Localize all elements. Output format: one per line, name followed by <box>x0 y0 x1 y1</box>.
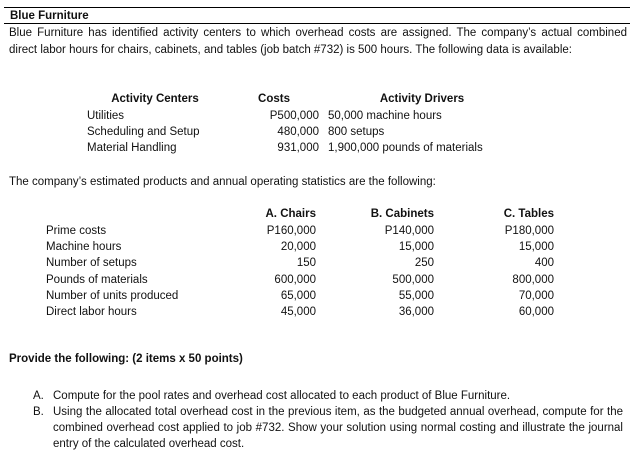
task-item-text: Compute for the pool rates and overhead cost allocated to each product of Blue Furniture. <box>53 390 511 402</box>
activity-center-cell: Scheduling and Setup <box>87 126 200 138</box>
product-row-label: Direct labor hours <box>46 306 137 318</box>
product-row-label: Pounds of materials <box>46 274 148 286</box>
activity-cost-cell: 931,000 <box>277 142 319 154</box>
cabinets-cell: 250 <box>414 257 434 269</box>
tables-cell: 800,000 <box>512 274 554 286</box>
activity-center-cell: Material Handling <box>87 142 177 154</box>
chairs-cell: P160,000 <box>266 225 316 237</box>
header-bar <box>4 7 630 24</box>
task-item-marker: B. <box>33 406 44 418</box>
cabinets-cell: P140,000 <box>384 225 434 237</box>
cabinets-header: B. Cabinets <box>370 208 434 220</box>
activity-driver-cell: 800 setups <box>328 126 385 138</box>
product-row-label: Prime costs <box>46 225 107 237</box>
tables-cell: 400 <box>534 257 554 269</box>
chairs-cell: 65,000 <box>280 290 316 302</box>
intro-paragraph: Blue Furniture has identified activity centers to which overhead costs are assigned. The company’s actual combined direct labor hours for chairs, cabinets, and tables (job batch #732) is 500 hours. The following data is available: <box>9 27 627 56</box>
product-row-label: Machine hours <box>46 241 122 253</box>
activity-cost-cell: P500,000 <box>269 110 319 122</box>
cabinets-cell: 500,000 <box>392 274 434 286</box>
task-item-text: Using the allocated total overhead cost in the previous item, as the budgeted annual overhead, compute for the combined overhead cost applied to job #732. Show your solution using normal costing and illustrate the journal entry of the calculated overhead cost. <box>53 406 623 450</box>
activity-driver-cell: 50,000 machine hours <box>328 110 442 122</box>
chairs-cell: 45,000 <box>280 306 316 318</box>
products-intro: The company’s estimated products and annual operating statistics are the following: <box>9 176 436 188</box>
task-item <box>33 404 623 452</box>
tables-cell: 70,000 <box>518 290 554 302</box>
product-row-label: Number of setups <box>46 257 137 269</box>
tables-cell: 15,000 <box>518 241 554 253</box>
chairs-cell: 20,000 <box>280 241 316 253</box>
cabinets-cell: 55,000 <box>398 290 434 302</box>
activity-drivers-header: Activity Drivers <box>379 93 465 105</box>
tables-header: C. Tables <box>503 208 554 220</box>
task-list <box>33 388 623 452</box>
product-row-label: Number of units produced <box>46 290 179 302</box>
task-item-marker: A. <box>33 390 44 402</box>
cabinets-cell: 15,000 <box>398 241 434 253</box>
activity-driver-cell: 1,900,000 pounds of materials <box>328 142 483 154</box>
chairs-cell: 150 <box>296 257 316 269</box>
task-item <box>33 388 623 404</box>
chairs-header: A. Chairs <box>265 208 316 220</box>
activity-cost-cell: 480,000 <box>277 126 319 138</box>
task-heading: Provide the following: (2 items x 50 points) <box>9 353 243 365</box>
costs-header: Costs <box>258 93 290 105</box>
tables-cell: P180,000 <box>504 225 554 237</box>
cabinets-cell: 36,000 <box>398 306 434 318</box>
tables-cell: 60,000 <box>518 306 554 318</box>
activity-center-cell: Utilities <box>87 110 125 122</box>
page-title: Blue Furniture <box>10 10 89 22</box>
chairs-cell: 600,000 <box>274 274 316 286</box>
activity-centers-header: Activity Centers <box>111 93 199 105</box>
